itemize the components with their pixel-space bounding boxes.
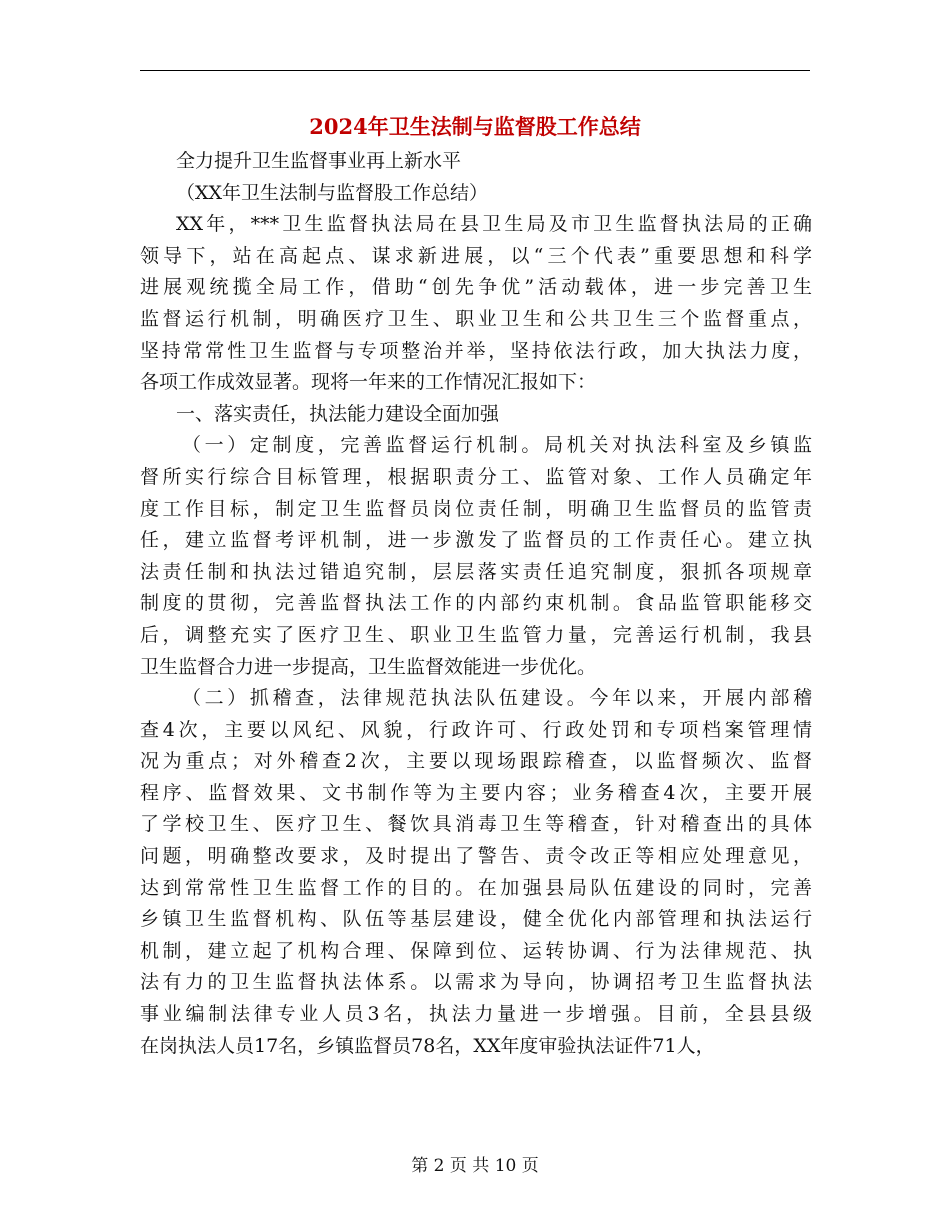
text-line: 度工作目标，制定卫生监督员岗位责任制，明确卫生监督员的监管责	[140, 497, 812, 520]
text-line: 监督运行机制，明确医疗卫生、职业卫生和公共卫生三个监督重点，	[140, 307, 812, 330]
document-body	[140, 146, 812, 1062]
text-line: 领导下，站在高起点、谋求新进展，以“三个代表”重要思想和科学	[140, 244, 812, 267]
text-line: 了学校卫生、医疗卫生、餐饮具消毒卫生等稽查，针对稽查出的具体	[140, 813, 812, 836]
header-rule	[140, 70, 810, 71]
paragraph-p4	[140, 399, 812, 431]
text-line: 法有力的卫生监督执法体系。以需求为导向，协调招考卫生监督执法	[140, 971, 812, 994]
text-line: 坚持常常性卫生监督与专项整治并举，坚持依法行政，加大执法力度，	[140, 339, 812, 362]
text-line: （一）定制度，完善监督运行机制。局机关对执法科室及乡镇监	[182, 434, 812, 457]
paragraph-p1	[140, 146, 812, 178]
text-line: 在岗执法人员17名，乡镇监督员78名，XX年度审验执法证件71人，	[140, 1034, 715, 1057]
text-line: 查4次，主要以风纪、风貌，行政许可、行政处罚和专项档案管理情	[140, 718, 812, 741]
paragraph-p3	[140, 209, 812, 399]
text-line: 后，调整充实了医疗卫生、职业卫生监管力量，完善运行机制，我县	[140, 623, 812, 646]
text-line: 全力提升卫生监督事业再上新水平	[176, 150, 462, 172]
text-line: 问题，明确整改要求，及时提出了警告、责令改正等相应处理意见，	[140, 845, 812, 868]
text-line: 一、落实责任，执法能力建设全面加强	[176, 402, 500, 425]
text-line: 机制，建立起了机构合理、保障到位、运转协调、行为法律规范、执	[140, 939, 812, 962]
text-line: 卫生监督合力进一步提高，卫生监督效能进一步优化。	[140, 655, 597, 678]
paragraph-p6	[140, 683, 812, 1062]
text-line: 法责任制和执法过错追究制，层层落实责任追究制度，狠抓各项规章	[140, 560, 812, 583]
text-line: 各项工作成效显著。现将一年来的工作情况汇报如下：	[140, 371, 597, 394]
text-line: 进展观统揽全局工作，借助“创先争优”活动载体，进一步完善卫生	[140, 276, 812, 299]
text-line: 制度的贯彻，完善监督执法工作的内部约束机制。食品监管职能移交	[140, 592, 812, 615]
text-line: （XX年卫生法制与监督股工作总结）	[176, 181, 489, 204]
text-line: 乡镇卫生监督机构、队伍等基层建设，健全优化内部管理和执法运行	[140, 908, 812, 931]
text-line: 督所实行综合目标管理，根据职责分工、监管对象、工作人员确定年	[140, 465, 812, 488]
paragraph-p5	[140, 430, 812, 683]
text-line: 事业编制法律专业人员3名，执法力量进一步增强。目前，全县县级	[140, 1003, 812, 1026]
paragraph-p2	[140, 178, 812, 210]
text-line: 达到常常性卫生监督工作的目的。在加强县局队伍建设的同时，完善	[140, 876, 812, 899]
document-title: 2024年卫生法制与监督股工作总结	[309, 114, 641, 139]
text-line: 况为重点；对外稽查2次，主要以现场跟踪稽查，以监督频次、监督	[140, 750, 812, 773]
page-number: 第 2 页 共 10 页	[411, 1156, 539, 1176]
text-line: 程序、监督效果、文书制作等为主要内容；业务稽查4次，主要开展	[140, 781, 812, 804]
text-line: 任，建立监督考评机制，进一步激发了监督员的工作责任心。建立执	[140, 529, 812, 552]
text-line: （二）抓稽查，法律规范执法队伍建设。今年以来，开展内部稽	[182, 687, 812, 710]
text-line: XX年，***卫生监督执法局在县卫生局及市卫生监督执法局的正确	[176, 213, 812, 236]
